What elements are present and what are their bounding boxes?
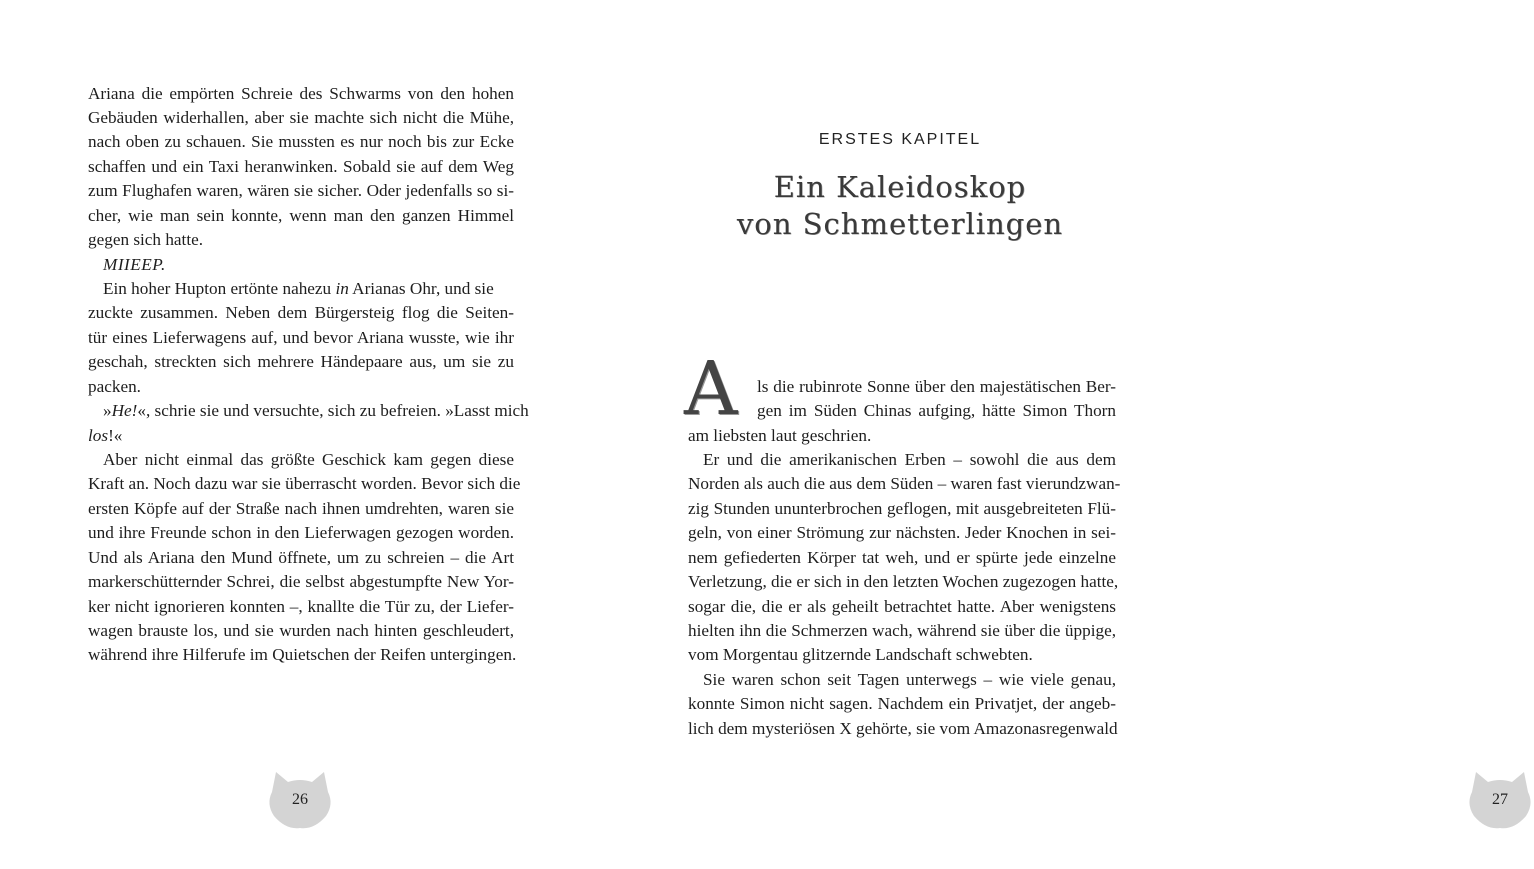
text-line: am liebsten laut geschrien. (688, 426, 872, 445)
text-line: Verletzung, die er sich in den letzten Wochen zugezogen hatte, (688, 572, 1119, 591)
text-span: !« (108, 426, 123, 445)
text-line: lich dem mysteriösen X gehörte, sie vom Amazonasregenwald (688, 719, 1118, 738)
chapter-title-line2: von Schmetterlingen (736, 207, 1064, 241)
text-line: Sie waren schon seit Tagen unterwegs – wie viele genau, (703, 670, 1116, 689)
text-line: Und als Ariana den Mund öffnete, um zu schreien – die Art (88, 548, 514, 567)
text-line: konnte Simon nicht sagen. Nachdem ein Privatjet, der angeb- (688, 694, 1116, 713)
text-line: gen im Süden Chinas aufging, hätte Simon Thorn (757, 401, 1116, 420)
page-number: 26 (292, 791, 308, 808)
text-span: Ein hoher Hupton ertönte nahezu (103, 279, 336, 298)
text-line (103, 279, 514, 299)
text-span: Arianas Ohr, und sie (348, 279, 494, 298)
text-line: vom Morgentau glitzernde Landschaft schwebten. (688, 645, 1033, 664)
page-number: 27 (1492, 791, 1508, 808)
text-line: nach oben zu schauen. Sie mussten es nur noch bis zur Ecke (88, 132, 514, 151)
text-line: tür eines Lieferwagens auf, und bevor Ariana wusste, wie ihr (88, 328, 514, 347)
text-line (103, 401, 529, 421)
text-span: «, schrie sie und versuchte, sich zu befreien. »Lasst mich (137, 401, 529, 420)
text-line: ker nicht ignorieren konnten –, knallte die Tür zu, der Liefer- (88, 597, 514, 616)
text-line: packen. (88, 377, 141, 396)
text-line: cher, wie man sein konnte, wenn man den ganzen Himmel (88, 206, 514, 225)
text-line: Gebäuden widerhallen, aber sie machte sich nicht die Mühe, (88, 108, 514, 127)
chapter-title-line1: Ein Kaleidoskop (773, 170, 1027, 204)
text-line: schaffen und ein Taxi heranwinken. Sobald sie auf dem Weg (88, 157, 514, 176)
text-line: gegen sich hatte. (88, 230, 204, 249)
text-span-italic: in (335, 279, 349, 298)
text-line: sogar die, die er als geheilt betrachtet hatte. Aber wenigstens (688, 597, 1116, 616)
text-line (88, 426, 514, 446)
text-span-italic: He! (111, 401, 138, 420)
text-line: wagen brauste los, und sie wurden nach hinten geschleudert, (88, 621, 514, 640)
page-number-badge (266, 770, 334, 830)
text-line: ls die rubinrote Sonne über den majestätischen Ber- (757, 377, 1116, 396)
text-line: zig Stunden ununterbrochen geflogen, mit ausgebreiteten Flü- (688, 499, 1116, 518)
text-line: ersten Köpfe auf der Straße nach ihnen umdrehten, waren sie (88, 499, 514, 518)
text-line: Norden als auch die aus dem Süden – waren fast vierundzwan- (688, 474, 1121, 493)
text-line: Aber nicht einmal das größte Geschick kam gegen diese (103, 450, 514, 469)
drop-cap: A (684, 346, 738, 432)
text-line: geln, von einer Strömung zur nächsten. Jeder Knochen in sei- (688, 523, 1116, 542)
text-line: markerschütternder Schrei, die selbst abgestumpfte New Yor- (88, 572, 514, 591)
text-line: geschah, streckten sich mehrere Händepaare aus, um sie zu (88, 352, 514, 371)
text-line: zuckte zusammen. Neben dem Bürgersteig flog die Seiten- (88, 303, 514, 322)
text-span-italic: los (88, 426, 109, 445)
text-line: nem gefiederten Körper tat weh, und er spürte jede einzelne (688, 548, 1116, 567)
chapter-label: ERSTES KAPITEL (818, 131, 982, 148)
text-line: und ihre Freunde schon in den Lieferwagen gezogen worden. (88, 523, 514, 542)
right-page (600, 0, 1508, 869)
text-line-emphasis: MIIEEP. (103, 255, 166, 274)
text-line: hielten ihn die Schmerzen wach, während sie über die üppige, (688, 621, 1116, 640)
text-line: Kraft an. Noch dazu war sie überrascht worden. Bevor sich die (88, 474, 521, 493)
text-line: Ariana die empörten Schreie des Schwarms von den hohen (88, 84, 514, 103)
text-span: » (103, 401, 112, 420)
text-line: zum Flughafen waren, wären sie sicher. Oder jedenfalls so si- (88, 181, 514, 200)
page-number-badge (1466, 770, 1534, 830)
text-line: während ihre Hilferufe im Quietschen der Reifen untergingen. (88, 645, 517, 664)
left-page (0, 0, 600, 869)
text-line: Er und die amerikanischen Erben – sowohl die aus dem (703, 450, 1116, 469)
